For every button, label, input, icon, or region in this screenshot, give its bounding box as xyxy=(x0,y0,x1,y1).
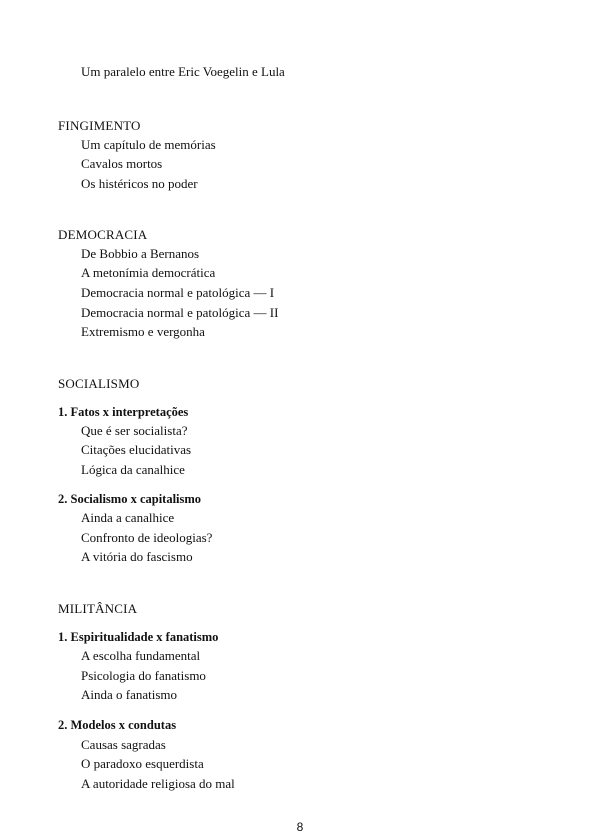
toc-entry[interactable]: A autoridade religiosa do mal xyxy=(81,776,235,791)
section-heading-fingimento: FINGIMENTO xyxy=(58,118,141,133)
toc-entry[interactable]: Um paralelo entre Eric Voegelin e Lula xyxy=(81,64,285,79)
toc-entry[interactable]: Ainda o fanatismo xyxy=(81,687,178,702)
subsection-heading: 2. Socialismo x capitalismo xyxy=(58,492,202,506)
toc-entry[interactable]: De Bobbio a Bernanos xyxy=(81,246,200,261)
toc-entry[interactable]: Extremismo e vergonha xyxy=(81,324,205,339)
toc-entry[interactable]: Citações elucidativas xyxy=(81,442,192,457)
toc-entry[interactable]: Democracia normal e patológica — II xyxy=(81,305,279,320)
subsection-heading: 1. Espiritualidade x fanatismo xyxy=(58,630,219,644)
subsection-heading: 1. Fatos x interpretações xyxy=(58,405,189,419)
toc-entry[interactable]: A vitória do fascismo xyxy=(81,549,193,564)
toc-entry[interactable]: Ainda a canalhice xyxy=(81,510,175,525)
toc-entry[interactable]: O paradoxo esquerdista xyxy=(81,756,204,771)
toc-entry[interactable]: Democracia normal e patológica — I xyxy=(81,285,275,300)
section-heading-militancia: MILITÂNCIA xyxy=(58,601,138,616)
section-heading-socialismo: SOCIALISMO xyxy=(58,376,140,391)
toc-entry[interactable]: Confronto de ideologias? xyxy=(81,530,213,545)
toc-entry[interactable]: Que é ser socialista? xyxy=(81,423,188,438)
toc-entry[interactable]: Causas sagradas xyxy=(81,737,166,752)
toc-entry[interactable]: Um capítulo de memórias xyxy=(81,137,216,152)
subsection-heading: 2. Modelos x condutas xyxy=(58,718,177,732)
toc-entry[interactable]: Psicologia do fanatismo xyxy=(81,668,206,683)
toc-entry[interactable]: A escolha fundamental xyxy=(81,648,201,663)
toc-entry[interactable]: A metonímia democrática xyxy=(81,265,216,280)
toc-entry[interactable]: Lógica da canalhice xyxy=(81,462,185,477)
page-number: 8 xyxy=(296,820,304,834)
section-heading-democracia: DEMOCRACIA xyxy=(58,227,148,242)
toc-entry[interactable]: Os histéricos no poder xyxy=(81,176,198,191)
toc-entry[interactable]: Cavalos mortos xyxy=(81,156,163,171)
